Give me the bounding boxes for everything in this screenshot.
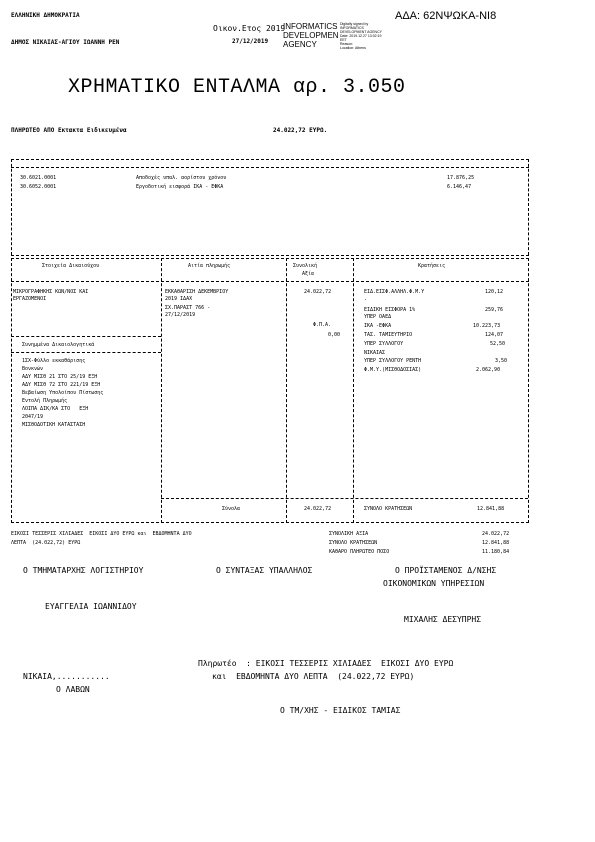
deduction-value: 10.223,73 — [473, 323, 501, 329]
amount-in-words-line1: ΕΙΚΟΣΙ ΤΕΣΣΕΡΙΣ ΧΙΛΙΑΔΕΣ ΕΙΚΟΣΙ ΔΥΟ ΕΥΡΩ και ΕΒΔΟΜΗΝΤΑ ΔΥΟ — [11, 531, 192, 537]
cause-line: ΕΚΚΑΘΑΡΙΣΗ ΔΕΚΕΜΒΡΙΟΥ — [165, 289, 229, 295]
summary-label: ΣΥΝΟΛΟ ΚΡΑΤΗΣΕΩΝ — [329, 540, 378, 546]
receiver-title: Ο ΛΑΒΩΝ — [56, 685, 90, 694]
summary-value: 24.022,72 — [482, 531, 510, 537]
payable-words-line1: Πληρωτέο : ΕΙΚΟΣΙ ΤΕΣΣΕΡΙΣ ΧΙΛΙΑΔΕΣ ΕΙΚΟΣΙ ΔΥΟ ΕΥΡΩ — [198, 659, 454, 668]
cause-line: 2019 ΙΔΑΧ — [165, 296, 193, 302]
director-name: ΜΙΧΑΛΗΣ ΔΕΣΥΠΡΗΣ — [404, 615, 482, 624]
vat-label: Φ.Π.Α. — [313, 322, 332, 328]
summary-value: 11.180,84 — [482, 549, 510, 555]
table-right-border — [528, 258, 529, 523]
payable-amount: 24.022,72 ΕΥΡΩ. — [273, 127, 328, 134]
attachments-label: Συνημμένα Δικαιολογητικά — [22, 342, 95, 348]
deduction-label: ΥΠΕΡ ΣΥΛΛΟΓΟΥ — [364, 341, 404, 347]
deduction-value: 3,50 — [495, 358, 508, 364]
accounts-bottom-border — [11, 255, 529, 256]
composer-title: Ο ΣΥΝΤΑΞΑΣ ΥΠΑΛΛΗΛΟΣ — [216, 566, 313, 575]
cause-line: ΣΧ.ΠΑΡΑΣΤ 766 - — [165, 305, 211, 311]
column-header-total: Συνολική — [293, 263, 318, 269]
accounting-head-name: ΕΥΑΓΓΕΛΙΑ ΙΩΑΝΝΙΔΟΥ — [45, 602, 137, 611]
deduction-label: ΥΠΕΡ ΣΥΛΛΟΓΟΥ ΡΕΝΤΗ — [364, 358, 422, 364]
attachments-top-border — [11, 336, 161, 337]
table-header-border — [11, 281, 529, 282]
account-code: 30.6021.0001 — [20, 175, 57, 181]
list-item: 1ΣΧ-Φύλλο εκκαθάρισης — [22, 358, 86, 364]
signature-details: Digitally signed by INFORMATICS DEVELOPMENT AGENCY Date: 2019.12.27 13:02:19 EET Reason: Location: Athens — [340, 22, 382, 50]
list-item: Βονκνών — [22, 366, 44, 372]
deduction-value: 124,07 — [485, 332, 504, 338]
accounts-inner-border — [11, 167, 529, 168]
list-item: ΑΔΥ ΜΙΣΘ 72 ΣΤΟ 221/19 ΕΞΗ — [22, 382, 101, 388]
deduction-label: . — [364, 296, 368, 302]
account-code: 30.6052.0001 — [20, 184, 57, 190]
sums-total: 24.022,72 — [304, 506, 332, 512]
table-col-border-3 — [353, 258, 354, 523]
summary-value: 12.841,88 — [482, 540, 510, 546]
list-item: 2047/19 — [22, 414, 44, 420]
accounting-head-title: Ο ΤΜΗΜΑΤΑΡΧΗΣ ΛΟΓΙΣΤΗΡΙΟΥ — [23, 566, 144, 575]
deduction-label: ΕΙΔΙΚΗ ΕΙΣΦΟΡΑ 1% — [364, 307, 416, 313]
vat-value: 0,00 — [328, 332, 341, 338]
deduction-label: ΝΙΚΑΙΑΣ — [364, 350, 386, 356]
sums-label: Σύνολα — [222, 506, 241, 512]
attachments-bottom-border — [11, 352, 161, 353]
creditor-line: ΕΡΓΑΖΟΜΕΝΟΙ — [13, 296, 47, 302]
deduction-label: Φ.Μ.Υ.(ΜΙΣΘΟΔΟΣΙΑΣ) — [364, 367, 422, 373]
deduction-label: ΕΙΔ.ΕΙΣΦ.ΑΛΛΗΛ.Φ.Μ.Υ — [364, 289, 425, 295]
account-amount: 17.876,25 — [447, 175, 475, 181]
summary-label: ΚΑΘΑΡΟ ΠΛΗΡΩΤΕΟ ΠΟΣΟ — [329, 549, 390, 555]
column-header-deductions: Κρατήσεις — [418, 263, 446, 269]
summary-label: ΣΥΝΟΛΙΚΗ ΑΞΙΑ — [329, 531, 369, 537]
deduction-label: ΙΚΑ -ΕΦΚΑ — [364, 323, 392, 329]
list-item: ΛΟΙΠΑ ΔΙΚ/ΚΑ ΣΤΟ ΕΞΗ — [22, 406, 89, 412]
table-col-border-1 — [161, 258, 162, 523]
total-value: 24.022,72 — [304, 289, 332, 295]
document-title: ΧΡΗΜΑΤΙΚΟ ΕΝΤΑΛΜΑ αρ. 3.050 — [68, 76, 406, 99]
accounts-top-border — [11, 159, 529, 160]
deduction-label: ΥΠΕΡ ΟΑΕΔ — [364, 314, 392, 320]
table-col-border-2 — [286, 258, 287, 523]
deduction-value: 52,50 — [490, 341, 506, 347]
municipality-name: ΔΗΜΟΣ ΝΙΚΑΙΑΣ-ΑΓΙΟΥ ΙΩΑΝΝΗ ΡΕΝ — [11, 39, 120, 46]
payable-label: ΠΛΗΡΩΤΕΟ ΑΠΟ Εκτακτα Ειδικευμένα — [11, 127, 127, 134]
accounts-left-border — [11, 159, 12, 255]
place-date: ΝΙΚΑΙΑ,........... — [23, 672, 110, 681]
list-item: Εντολή Πληρωμής — [22, 398, 68, 404]
account-amount: 6.146,47 — [447, 184, 472, 190]
list-item: ΜΙΣΘΟΔΟΤΙΚΗ ΚΑΤΑΣΤΑΣΗ — [22, 422, 86, 428]
accounts-right-border — [528, 159, 529, 255]
document-date: 27/12/2019 — [232, 38, 269, 45]
table-top-border — [11, 258, 529, 259]
director-department: ΟΙΚΟΝΟΜΙΚΩΝ ΥΠΗΡΕΣΙΩΝ — [383, 579, 485, 588]
signature-logo: INFORMATICS DEVELOPMEN AGENCY — [283, 22, 339, 49]
deduction-label: ΤΑΣ. ΤΑΜΙΕΥΤΗΡΙΟ — [364, 332, 413, 338]
ada-code: ΑΔΑ: 62ΝΨΩΚΑ-ΝΙ8 — [395, 10, 497, 22]
account-desc: Εργοδοτική εισφορά ΙΚΑ - ΕΦΚΑ — [136, 184, 224, 190]
country-label: ΕΛΛΗΝΙΚΗ ΔΗΜΟΚΡΑΤΙΑ — [11, 12, 80, 19]
amount-in-words-line2: ΛΕΠΤΑ (24.022,72) ΕΥΡΩ — [11, 540, 81, 546]
creditor-line: ΜΙΚΡΟΓΡΑΦΗΚΗΣ ΚΩΝ/ΝΟΣ ΚΑΙ — [13, 289, 89, 295]
list-item: Βεβαίωση Υπολοίπου Πίστωσης — [22, 390, 104, 396]
sums-top-border — [161, 498, 528, 499]
payable-words-line2: και ΕΒΔΟΜΗΝΤΑ ΔΥΟ ΛΕΠΤΑ (24.022,72 ΕΥΡΩ) — [212, 672, 415, 681]
deduction-value: 2.062,90 — [476, 367, 501, 373]
director-title: Ο ΠΡΟΪΣΤΑΜΕΝΟΣ Δ/ΝΣΗΣ — [395, 566, 497, 575]
column-header-creditor: Στοιχεία Δικαιούχου — [42, 263, 100, 269]
fiscal-year: Οικον.Ετος 2019 — [213, 24, 286, 33]
treasurer-title: Ο ΤΜ/ΧΗΣ - ΕΙΔΙΚΟΣ ΤΑΜΙΑΣ — [280, 706, 401, 715]
deduction-value: 120,12 — [485, 289, 504, 295]
sums-deductions-value: 12.841,88 — [477, 506, 505, 512]
sums-deductions-label: ΣΥΝΟΛΟ ΚΡΑΤΗΣΕΩΝ — [364, 506, 413, 512]
table-bottom-border — [11, 522, 529, 523]
deduction-value: 259,76 — [485, 307, 504, 313]
account-desc: Αποδοχές υπαλ. αορίστου χρόνου — [136, 175, 227, 181]
column-header-total-value: Αξία — [302, 271, 315, 277]
table-left-border — [11, 258, 12, 523]
cause-line: 27/12/2019 — [165, 312, 196, 318]
list-item: ΑΔΥ ΜΙΣΘ 21 ΣΤΟ 25/19 ΕΞΗ — [22, 374, 98, 380]
column-header-cause: Αιτία πληρωμής — [188, 263, 231, 269]
